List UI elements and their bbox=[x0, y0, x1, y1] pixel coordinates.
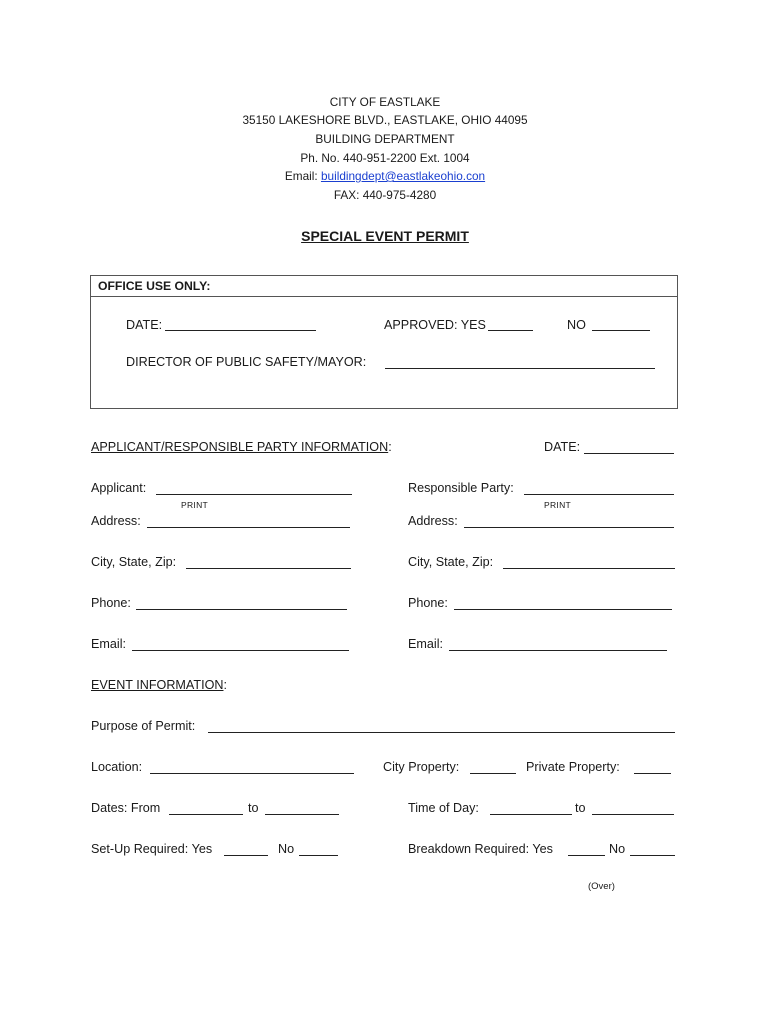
responsible-email-label: Email: bbox=[408, 637, 443, 651]
office-use-header bbox=[91, 276, 677, 297]
event-section-heading: EVENT INFORMATION bbox=[91, 678, 224, 692]
location-field[interactable] bbox=[150, 773, 354, 774]
breakdown-yes-field[interactable] bbox=[568, 855, 605, 856]
responsible-address-field[interactable] bbox=[464, 527, 674, 528]
city-property-label: City Property: bbox=[383, 760, 460, 774]
dates-to-label: to bbox=[248, 801, 259, 815]
responsible-phone-field[interactable] bbox=[454, 609, 672, 610]
time-to-label: to bbox=[575, 801, 586, 815]
department-phone: Ph. No. 440-951-2200 Ext. 1004 bbox=[300, 151, 470, 165]
office-approved-label: APPROVED: YES bbox=[384, 318, 486, 332]
applicant-phone-field[interactable] bbox=[136, 609, 347, 610]
responsible-phone-label: Phone: bbox=[408, 596, 448, 610]
purpose-field[interactable] bbox=[208, 732, 675, 733]
responsible-city-label: City, State, Zip: bbox=[408, 555, 494, 569]
office-use-box bbox=[90, 275, 678, 409]
applicant-print-hint: PRINT bbox=[181, 500, 208, 510]
purpose-label: Purpose of Permit: bbox=[91, 719, 196, 733]
applicant-address-label: Address: bbox=[91, 514, 141, 528]
setup-no-label: No bbox=[278, 842, 295, 856]
responsible-city-field[interactable] bbox=[503, 568, 675, 569]
time-to-field[interactable] bbox=[592, 814, 674, 815]
department-fax: FAX: 440-975-4280 bbox=[333, 188, 437, 202]
office-date-field[interactable] bbox=[165, 330, 316, 331]
responsible-party-label: Responsible Party: bbox=[408, 481, 514, 495]
office-use-heading: OFFICE USE ONLY: bbox=[98, 279, 211, 293]
dates-to-field[interactable] bbox=[265, 814, 339, 815]
private-property-field[interactable] bbox=[634, 773, 671, 774]
applicant-date-field[interactable] bbox=[584, 453, 674, 454]
over-note: (Over) bbox=[588, 881, 615, 892]
breakdown-label: Breakdown Required: Yes bbox=[408, 842, 553, 856]
responsible-email-field[interactable] bbox=[449, 650, 667, 651]
dates-from-label: Dates: From bbox=[91, 801, 161, 815]
breakdown-no-field[interactable] bbox=[630, 855, 675, 856]
applicant-city-field[interactable] bbox=[186, 568, 351, 569]
office-director-signature-field[interactable] bbox=[385, 368, 655, 369]
location-label: Location: bbox=[91, 760, 143, 774]
office-no-label: NO bbox=[567, 318, 586, 332]
setup-label: Set-Up Required: Yes bbox=[91, 842, 213, 856]
applicant-name-field[interactable] bbox=[156, 494, 352, 495]
office-approved-no-field[interactable] bbox=[592, 330, 650, 331]
page-title: SPECIAL EVENT PERMIT bbox=[301, 228, 469, 244]
applicant-city-label: City, State, Zip: bbox=[91, 555, 177, 569]
responsible-address-label: Address: bbox=[408, 514, 458, 528]
applicant-email-label: Email: bbox=[91, 637, 126, 651]
department-email-row bbox=[0, 169, 770, 183]
office-approved-yes-field[interactable] bbox=[488, 330, 533, 331]
time-from-field[interactable] bbox=[490, 814, 572, 815]
responsible-party-name-field[interactable] bbox=[524, 494, 674, 495]
office-date-label: DATE: bbox=[126, 318, 163, 332]
time-of-day-label: Time of Day: bbox=[408, 801, 479, 815]
department-name: BUILDING DEPARTMENT bbox=[315, 132, 455, 146]
responsible-print-hint: PRINT bbox=[544, 500, 571, 510]
dates-from-field[interactable] bbox=[169, 814, 243, 815]
event-heading-colon: : bbox=[223, 678, 227, 692]
breakdown-no-label: No bbox=[609, 842, 626, 856]
applicant-email-field[interactable] bbox=[132, 650, 349, 651]
applicant-address-field[interactable] bbox=[147, 527, 350, 528]
email-link[interactable]: buildingdept@eastlakeohio.con bbox=[320, 169, 486, 183]
applicant-section-heading: APPLICANT/RESPONSIBLE PARTY INFORMATION bbox=[91, 440, 389, 454]
city-name: CITY OF EASTLAKE bbox=[329, 95, 441, 109]
email-label: Email: bbox=[284, 169, 321, 183]
city-property-field[interactable] bbox=[470, 773, 516, 774]
office-director-label: DIRECTOR OF PUBLIC SAFETY/MAYOR: bbox=[126, 355, 367, 369]
applicant-label: Applicant: bbox=[91, 481, 147, 495]
city-address: 35150 LAKESHORE BLVD., EASTLAKE, OHIO 44095 bbox=[242, 113, 528, 127]
private-property-label: Private Property: bbox=[526, 760, 620, 774]
applicant-heading-colon: : bbox=[388, 440, 392, 454]
setup-no-field[interactable] bbox=[299, 855, 338, 856]
setup-yes-field[interactable] bbox=[224, 855, 268, 856]
applicant-phone-label: Phone: bbox=[91, 596, 131, 610]
applicant-section-heading-row bbox=[91, 440, 392, 454]
event-section-heading-row bbox=[91, 678, 227, 692]
applicant-date-label: DATE: bbox=[544, 440, 581, 454]
